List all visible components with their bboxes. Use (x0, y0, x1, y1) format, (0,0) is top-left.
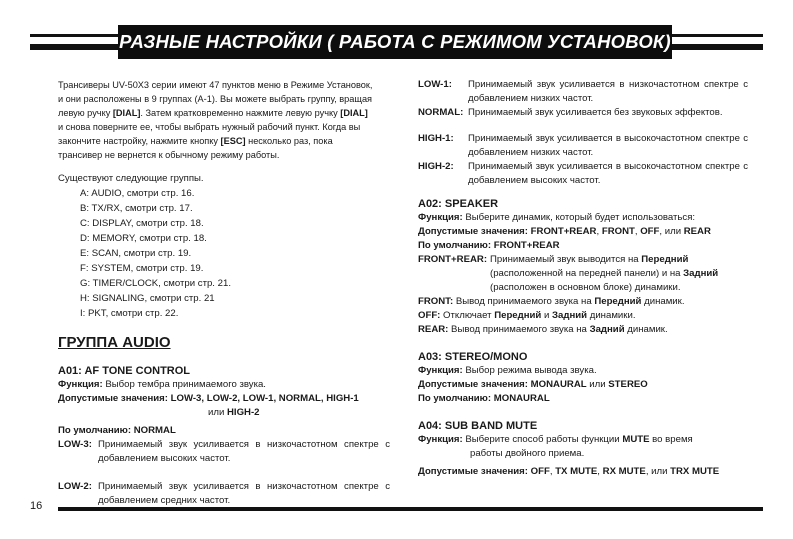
a01-low2: LOW-2: Принимаемый звук усиливается в низкочастотном спектре с добавлением средних частот. (58, 481, 390, 506)
intro-line: Трансиверы UV-50X3 серии имеют 47 пунктов меню в Режиме Установок, (58, 80, 373, 90)
a01-low1: LOW-1: Принимаемый звук усиливается в низкочастотном спектре с добавлением низких частот. (418, 79, 748, 104)
intro-line: и снова поверните ее, чтобы выбрать нужный рабочий пункт. Когда вы (58, 122, 361, 132)
groups-intro: Существуют следующие группы. (58, 173, 204, 184)
page-number: 16 (30, 500, 43, 512)
page-title: РАЗНЫЕ НАСТРОЙКИ ( РАБОТА С РЕЖИМОМ УСТАНОВОК) (118, 25, 672, 59)
a04-function: Функция: Выберите способ работы функции MUTE во время (418, 434, 693, 445)
group-item: I: PKT, смотри стр. 22. (80, 308, 179, 319)
a02-rear: REAR: Вывод принимаемого звука на Задний динамик. (418, 324, 668, 335)
a01-normal: NORMAL: Принимаемый звук усиливается без звуковых эффектов. (418, 107, 723, 118)
a01-heading: A01: AF TONE CONTROL (58, 365, 191, 377)
a02-values: Допустимые значения: FRONT+REAR, FRONT, OFF, или REAR (418, 226, 711, 237)
group-list (58, 186, 390, 321)
intro-line: и они расположены в 9 группах (A-1). Вы можете выбрать группу, вращая (58, 94, 373, 104)
a02-default: По умолчанию: FRONT+REAR (418, 240, 560, 251)
group-audio-heading: ГРУППА AUDIO (58, 334, 171, 351)
a03-values: Допустимые значения: MONAURAL или STEREO (418, 379, 648, 390)
a04-values: Допустимые значения: OFF, TX MUTE, RX MUTE, или TRX MUTE (418, 466, 720, 477)
intro-line: закончите настройку, нажмите кнопку [ESC] несколько раз, пока (58, 136, 333, 146)
a04-function-cont: работы двойного приема. (470, 448, 585, 459)
a01-low3: LOW-3: Принимаемый звук усиливается в низкочастотном спектре с добавлением высоких частот. (58, 439, 390, 464)
a02-front-rear-desc: Принимаемый звук выводится на Передний (расположенной на передней панели) и на Задний (расположен в основном блоке) динамики. (490, 254, 719, 293)
intro-line: трансивер не вернется к обычному режиму работы. (58, 150, 280, 160)
a01-default: По умолчанию: NORMAL (58, 425, 176, 436)
group-item: A: AUDIO, смотри стр. 16. (80, 188, 195, 199)
a01-high2: HIGH-2: Принимаемый звук усиливается в высокочастотном спектре с добавлением высоких частот. (418, 161, 748, 186)
a02-front: FRONT: Вывод принимаемого звука на Передний динамик. (418, 296, 685, 307)
group-item: C: DISPLAY, смотри стр. 18. (80, 218, 204, 229)
a03-default: По умолчанию: MONAURAL (418, 393, 550, 404)
group-item: D: MEMORY, смотри стр. 18. (80, 233, 207, 244)
group-item: H: SIGNALING, смотри стр. 21 (80, 293, 215, 304)
group-item: F: SYSTEM, смотри стр. 19. (80, 263, 204, 274)
a02-off: OFF: Отключает Передний и Задний динамики. (418, 310, 636, 321)
left-column (58, 78, 390, 508)
footer-rule (58, 507, 763, 511)
a02-front-rear: FRONT+REAR: Принимаемый звук выводится на Передний (расположенной на передней панели) и на Задний (расположен в основном блоке) динамики. (418, 253, 748, 295)
right-column (418, 78, 748, 479)
intro-paragraph (58, 78, 390, 162)
a01-function: Функция: Выбор тембра принимаемого звука. (58, 379, 266, 390)
a01-values-cont: или HIGH-2 (208, 407, 260, 418)
group-item: G: TIMER/CLOCK, смотри стр. 21. (80, 278, 231, 289)
group-item: E: SCAN, смотри стр. 19. (80, 248, 192, 259)
a03-heading: A03: STEREO/MONO (418, 351, 528, 363)
a02-heading: A02: SPEAKER (418, 198, 499, 210)
a01-high1: HIGH-1: Принимаемый звук усиливается в высокочастотном спектре с добавлением низких частот. (418, 133, 748, 158)
group-item: B: TX/RX, смотри стр. 17. (80, 203, 193, 214)
a04-heading: A04: SUB BAND MUTE (418, 420, 538, 432)
intro-line: левую ручку [DIAL]. Затем кратковременно нажмите левую ручку [DIAL] (58, 108, 368, 118)
a02-function: Функция: Выберите динамик, который будет использоваться: (418, 212, 696, 223)
a03-function: Функция: Выбор режима вывода звука. (418, 365, 597, 376)
a01-values: Допустимые значения: LOW-3, LOW-2, LOW-1, NORMAL, HIGH-1 (58, 393, 359, 404)
